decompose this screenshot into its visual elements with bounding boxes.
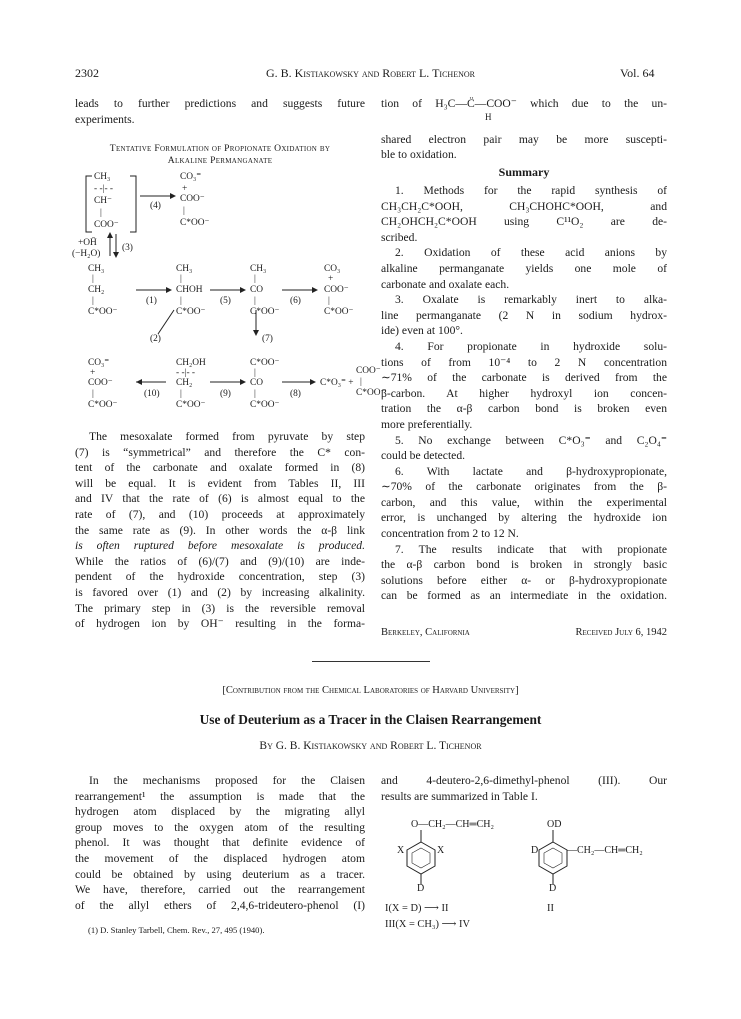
chem-label: + xyxy=(328,274,334,284)
chem-label: | xyxy=(254,296,256,306)
chem-label: C*OO⁻ xyxy=(250,358,280,368)
chem-label: | xyxy=(92,389,94,399)
text-line: (7) is “symmetrical” and therefore the C* con- xyxy=(75,445,365,459)
text-line: ble to oxidation. xyxy=(381,148,457,162)
text-line: concentration from 2 to 12 N. xyxy=(381,527,519,541)
reaction-1: I(X = D) ⟶ II xyxy=(385,903,449,914)
chem-label: OD xyxy=(547,819,562,830)
chem-label: COO⁻ xyxy=(94,220,119,230)
text-line: 2. Oxidation of these acid anions by xyxy=(395,246,667,260)
propionate-oxidation-scheme xyxy=(70,168,386,423)
chem-label: CO₃ xyxy=(324,264,341,274)
volume-label: Vol. 64 xyxy=(620,66,655,80)
chem-label: CO₃⁼ xyxy=(180,172,202,182)
chem-label: | xyxy=(254,368,256,378)
byline: By G. B. Kistiakowsky and Robert L. Tichenor xyxy=(259,740,482,752)
chem-label: CH⁻ xyxy=(94,196,112,206)
text-line: 7. The results indicate that with propionate xyxy=(395,542,667,556)
chem-label: —CH₂—CH═CH₂ xyxy=(567,845,643,856)
chem-label: CO xyxy=(250,285,264,295)
text-line: We have, therefore, carried out the rearrangement xyxy=(75,883,365,897)
chem-label: C*OO⁻ xyxy=(176,400,206,410)
chem-label: O—CH₂—CH═CH₂ xyxy=(411,819,494,830)
chem-label: COO⁻ xyxy=(324,285,349,295)
step-label: (6) xyxy=(290,296,301,306)
chem-label: C*OO⁻ xyxy=(88,400,118,410)
chem-label: | xyxy=(180,389,182,399)
chem-label: CH₂OH xyxy=(176,358,206,368)
chem-label: C*OO⁻ xyxy=(180,218,210,228)
text-line: The mesoxalate formed from pyruvate by step xyxy=(89,430,365,443)
chem-label: CH₂ xyxy=(176,378,193,388)
text-line: leads to further predictions and suggests future xyxy=(75,97,365,110)
text-line: experiments. xyxy=(75,112,135,126)
chem-label: C*OO⁻ xyxy=(250,400,280,410)
chem-label: | xyxy=(180,274,182,284)
chem-label: - -|- - xyxy=(94,184,114,194)
text-line: of hydrogen ion by OH⁻ resulting in the forma- xyxy=(75,617,365,631)
scheme-title-line1: Tentative Formulation of Propionate Oxidation by xyxy=(109,143,331,154)
text-line: In the mechanisms proposed for the Claisen xyxy=(89,774,365,787)
step-label: (4) xyxy=(150,201,161,211)
chem-label: D xyxy=(549,883,557,894)
text-line: more preferentially. xyxy=(381,417,473,431)
chem-label: CO xyxy=(250,378,264,388)
step-label: (8) xyxy=(290,389,301,399)
text-line: could be detected. xyxy=(381,449,466,463)
chem-label: H xyxy=(485,111,492,122)
chem-label: - -|- - xyxy=(176,368,196,378)
text-line: 1. Methods for the rapid synthesis of xyxy=(395,184,667,197)
chem-label: X xyxy=(437,845,445,856)
text-line: alkaline permanganate yields one mole of xyxy=(381,261,667,275)
chem-label: | xyxy=(100,208,102,218)
contribution-line: [Contribution from the Chemical Laboratories of Harvard University] xyxy=(222,685,519,696)
chem-label: | xyxy=(183,206,185,216)
page-number: 2302 xyxy=(75,66,99,80)
compound-label: II xyxy=(547,903,554,914)
chem-label: CO₃⁼ xyxy=(88,358,110,368)
text-line: could be obtained by using deuterium as a tracer. xyxy=(75,867,365,881)
text-line: results are summarized in Table I. xyxy=(381,789,538,803)
chem-label: | xyxy=(92,274,94,284)
text-line: ide) even at 100°. xyxy=(381,324,463,338)
chem-label: CH₃ xyxy=(176,264,193,274)
chem-label: C*OO⁻ xyxy=(176,307,206,317)
text-line: ∼71% of the carbonate is derived from the xyxy=(381,371,667,385)
text-line: carbon, and this value, within the experimental xyxy=(381,495,667,509)
received-date: Received July 6, 1942 xyxy=(575,627,667,638)
right-top-paragraph xyxy=(381,96,667,163)
affiliation: Berkeley, California xyxy=(381,627,470,638)
chem-label: D xyxy=(531,845,539,856)
text-line: will be equal. It is evident from Tables II, III xyxy=(75,476,365,490)
text-line: rearrangement¹ the assumption is made that the xyxy=(75,789,365,803)
text-line: 4. For propionate in hydroxide solu- xyxy=(395,339,667,353)
text-line: error, is unchanged by altering the hydroxide ion xyxy=(381,511,667,525)
chem-label: CHOH xyxy=(176,285,203,295)
chem-label: C*O₃⁼ + xyxy=(320,378,354,388)
text-line: line permanganate (2 N in sodium hydrox- xyxy=(381,308,667,322)
text-line: tration the α-β carbon bond is broken even xyxy=(381,402,667,416)
step-label: (1) xyxy=(146,296,157,306)
claisen-structures xyxy=(381,818,681,938)
text-line: group moves to the oxygen atom of the resulting xyxy=(75,820,365,834)
text-line: While the ratios of (6)/(7) and (9)/(10) are inde- xyxy=(75,554,365,568)
text-line: shared electron pair may be more suscepti- xyxy=(381,132,667,146)
chem-label: | xyxy=(254,274,256,284)
chem-label: + xyxy=(90,368,96,378)
article2-right-paragraph xyxy=(381,773,667,804)
text-line: can be formed as an intermediate in the oxidation. xyxy=(381,589,667,603)
left-bottom-paragraph xyxy=(75,429,365,632)
text-line: tions of from 10⁻⁴ to 2 N concentration xyxy=(381,355,667,369)
chem-label: +OH̄ xyxy=(78,238,97,248)
text-line: tent of the carbonate and oxalate formed in (8) xyxy=(75,461,365,475)
text-line: and 4-deutero-2,6-dimethyl-phenol (III). Our xyxy=(381,774,667,787)
step-label: (10) xyxy=(144,389,160,399)
text-line: 3. Oxalate is remarkably inert to alka- xyxy=(395,293,667,307)
article-divider xyxy=(312,661,430,662)
chem-label: C*OO⁻ xyxy=(88,307,118,317)
summary-body xyxy=(381,183,667,604)
chem-label: CH₂ xyxy=(88,285,105,295)
chem-label: X xyxy=(397,845,405,856)
text-line: solutions before either α- or β-hydroxypropionate xyxy=(381,573,667,587)
text-line: 5. No exchange between C*O₃⁼ and C₂O₄⁼ xyxy=(395,433,667,447)
chem-label: D xyxy=(417,883,425,894)
chem-label: (−H₂O) xyxy=(72,249,101,259)
chem-label: CH₃ xyxy=(94,172,111,182)
chem-label: COO⁻ xyxy=(356,366,381,376)
text-line: of the allyl ethers of 2,4,6-trideutero-phenol (I) xyxy=(75,898,365,912)
step-label: (5) xyxy=(220,296,231,306)
footnote: (1) D. Stanley Tarbell, Chem. Rev., 27, 495 (1940). xyxy=(88,925,265,935)
text-line: phenol. It was thought that definite evidence of xyxy=(75,836,365,850)
left-top-paragraph xyxy=(75,96,365,127)
text-line: the same rate as (9). In other words the α-β link xyxy=(75,523,365,537)
text-line: carbonate and oxalate each. xyxy=(381,277,510,291)
chem-label: | xyxy=(254,389,256,399)
text-line: 6. With lactate and β-hydroxypropionate, xyxy=(395,464,667,478)
text-line: pendent of the hydroxide concentration, step (3) xyxy=(75,570,365,584)
text-line: CH₃CH₂C*OOH, CH₃CHOHC*OOH, and xyxy=(381,199,667,213)
text-line: tion of H₃C—C̈—COO⁻ which due to the un- xyxy=(381,97,667,110)
text-line: is favored over (1) and (2) by increasing alkalinity. xyxy=(75,585,365,599)
chem-label: C*OO⁻ xyxy=(250,307,280,317)
scheme-title-line2: Alkaline Permanganate xyxy=(167,155,273,166)
chem-label: | xyxy=(360,377,362,387)
step-label: (9) xyxy=(220,389,231,399)
chem-label: C*OO⁻ xyxy=(324,307,354,317)
text-line: β-carbon. At higher hydroxyl ion concen- xyxy=(381,386,667,400)
running-title: G. B. Kistiakowsky and Robert L. Tichenor xyxy=(266,66,475,80)
step-label: (2) xyxy=(150,334,161,344)
article-title: Use of Deuterium as a Tracer in the Claisen Rearrangement xyxy=(199,712,542,727)
chem-label: COO⁻ xyxy=(180,194,205,204)
summary-heading: Summary xyxy=(498,165,550,179)
text-line: CH₂OHCH₂C*OOH using C¹¹O₂ are de- xyxy=(381,215,667,229)
chem-label: COO⁻ xyxy=(88,378,113,388)
step-label: (3) xyxy=(122,243,133,253)
step-label: (7) xyxy=(262,334,273,344)
text-line: and IV that the rate of (6) is almost equal to the xyxy=(75,492,365,506)
chem-label: + xyxy=(182,184,188,194)
chem-label: C*OO⁻ xyxy=(356,388,386,398)
reaction-2: III(X = CH₃) ⟶ IV xyxy=(385,919,470,930)
text-line: hydrogen atom displaced by the migrating allyl xyxy=(75,805,365,819)
text-line: the α-β carbon bond is broken in strongly basic xyxy=(381,558,667,572)
text-line: ∼70% of the carbonate originates from the β- xyxy=(381,480,667,494)
chem-label: | xyxy=(92,296,94,306)
article2-left-paragraph xyxy=(75,773,365,913)
text-line: The primary step in (3) is the reversible removal xyxy=(75,601,365,615)
text-line: the movement of the displaced hydrogen atom xyxy=(75,851,365,865)
text-line: is often ruptured before mesoxalate is produced. xyxy=(75,539,365,553)
chem-label: | xyxy=(180,296,182,306)
chem-label: CH₃ xyxy=(250,264,267,274)
text-line: rate of (7), and (10) proceeds at approximately xyxy=(75,507,365,521)
text-line: scribed. xyxy=(381,230,418,244)
chem-label: CH₃ xyxy=(88,264,105,274)
chem-label: | xyxy=(328,296,330,306)
